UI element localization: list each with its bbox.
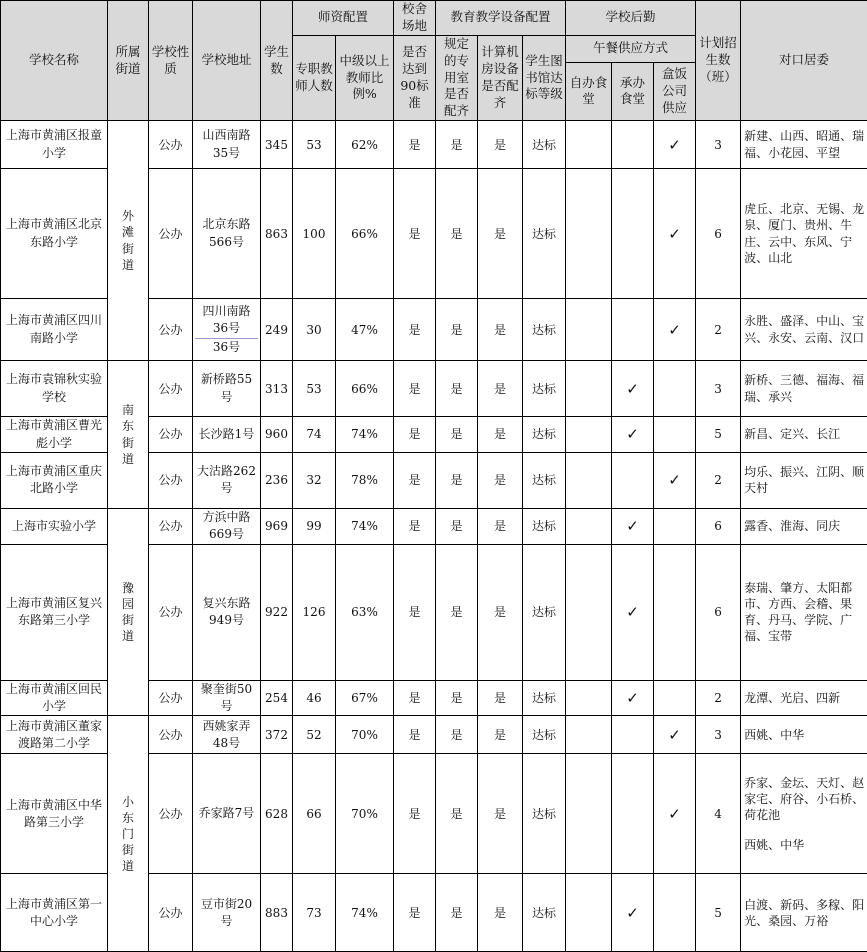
school-name-cell: 上海市黄浦区第一中心小学 <box>1 874 108 952</box>
header-staff-fulltime: 专职教师人数 <box>293 35 336 120</box>
residents-cell: 泰瑞、肇方、太阳都市、方西、会稽、果育、丹马、学院、广福、宝带 <box>741 544 867 680</box>
students-cell: 969 <box>261 508 293 544</box>
computer-room-cell: 是 <box>478 508 523 544</box>
header-staff-mid-ratio: 中级以上教师比例% <box>336 35 394 120</box>
header-residents: 对口居委 <box>741 1 867 121</box>
site-standard-cell: 是 <box>394 169 436 299</box>
fulltime-teachers-cell: 73 <box>293 874 336 952</box>
residents-cell: 虎丘、北京、无锡、龙泉、厦门、贵州、牛庄、云中、东风、宁波、山北 <box>741 169 867 299</box>
address-cell: 山西南路35号 <box>193 121 261 169</box>
plan-classes-cell: 2 <box>696 452 741 508</box>
students-cell: 345 <box>261 121 293 169</box>
library-level-cell: 达标 <box>523 121 566 169</box>
computer-room-cell: 是 <box>478 361 523 417</box>
students-cell: 249 <box>261 299 293 361</box>
lunch-box-cell: ✓ <box>654 716 696 754</box>
school-name-cell: 上海市黄浦区中华路第三小学 <box>1 754 108 874</box>
special-rooms-cell: 是 <box>436 754 478 874</box>
address-cell: 聚奎街50号 <box>193 680 261 716</box>
mid-level-ratio-cell: 70% <box>336 716 394 754</box>
lunch-self-cell <box>566 121 612 169</box>
site-standard-cell: 是 <box>394 452 436 508</box>
special-rooms-cell: 是 <box>436 361 478 417</box>
header-name: 学校名称 <box>1 1 108 121</box>
plan-classes-cell: 6 <box>696 169 741 299</box>
special-rooms-cell: 是 <box>436 874 478 952</box>
mid-level-ratio-cell: 66% <box>336 169 394 299</box>
lunch-self-cell <box>566 716 612 754</box>
plan-classes-cell: 6 <box>696 544 741 680</box>
header-nature: 学校性质 <box>149 1 193 121</box>
lunch-self-cell <box>566 754 612 874</box>
fulltime-teachers-cell: 46 <box>293 680 336 716</box>
lunch-box-cell: ✓ <box>654 121 696 169</box>
school-name-cell: 上海市黄浦区重庆北路小学 <box>1 452 108 508</box>
residents-cell: 新建、山西、昭通、瑞福、小花园、平望 <box>741 121 867 169</box>
header-equip-group: 教育教学设备配置 <box>436 1 566 36</box>
school-name-cell: 上海市黄浦区曹光彪小学 <box>1 417 108 453</box>
header-site-group: 校舍场地 <box>394 1 436 36</box>
header-site-90: 是否达到90标准 <box>394 35 436 120</box>
site-standard-cell: 是 <box>394 754 436 874</box>
lunch-contract-cell: ✓ <box>612 417 654 453</box>
special-rooms-cell: 是 <box>436 716 478 754</box>
site-standard-cell: 是 <box>394 417 436 453</box>
lunch-self-cell <box>566 544 612 680</box>
students-cell: 372 <box>261 716 293 754</box>
computer-room-cell: 是 <box>478 169 523 299</box>
lunch-contract-cell: ✓ <box>612 874 654 952</box>
lunch-box-cell <box>654 508 696 544</box>
residents-cell: 西姚、中华 <box>741 716 867 754</box>
address-cell: 北京东路566号 <box>193 169 261 299</box>
plan-classes-cell: 5 <box>696 874 741 952</box>
students-cell: 863 <box>261 169 293 299</box>
special-rooms-cell: 是 <box>436 680 478 716</box>
lunch-self-cell <box>566 680 612 716</box>
school-name-cell: 上海市实验小学 <box>1 508 108 544</box>
plan-classes-cell: 4 <box>696 754 741 874</box>
special-rooms-cell: 是 <box>436 299 478 361</box>
lunch-contract-cell <box>612 121 654 169</box>
address-cell: 豆市街20号 <box>193 874 261 952</box>
fulltime-teachers-cell: 53 <box>293 121 336 169</box>
school-name-cell: 上海市黄浦区复兴东路第三小学 <box>1 544 108 680</box>
lunch-self-cell <box>566 417 612 453</box>
lunch-contract-cell: ✓ <box>612 544 654 680</box>
lunch-contract-cell: ✓ <box>612 508 654 544</box>
lunch-self-cell <box>566 299 612 361</box>
lunch-box-cell <box>654 417 696 453</box>
lunch-self-cell <box>566 361 612 417</box>
special-rooms-cell: 是 <box>436 544 478 680</box>
fulltime-teachers-cell: 32 <box>293 452 336 508</box>
address-cell: 新桥路55号 <box>193 361 261 417</box>
lunch-box-cell <box>654 544 696 680</box>
plan-classes-cell: 3 <box>696 361 741 417</box>
students-cell: 883 <box>261 874 293 952</box>
computer-room-cell: 是 <box>478 874 523 952</box>
address-cell: 方浜中路669号 <box>193 508 261 544</box>
site-standard-cell: 是 <box>394 716 436 754</box>
residents-line: 乔家、金坛、天灯、赵家宅、府谷、小石桥、荷花池 <box>744 775 864 824</box>
address-line: 四川南路36号 <box>195 303 258 338</box>
residents-cell: 均乐、振兴、江阴、顺天村 <box>741 452 867 508</box>
address-cell: 西姚家弄48号 <box>193 716 261 754</box>
nature-cell: 公办 <box>149 299 193 361</box>
students-cell: 254 <box>261 680 293 716</box>
plan-classes-cell: 2 <box>696 299 741 361</box>
lunch-box-cell: ✓ <box>654 169 696 299</box>
address-cell: 大沽路262号 <box>193 452 261 508</box>
lunch-box-cell: ✓ <box>654 299 696 361</box>
students-cell: 628 <box>261 754 293 874</box>
address-cell: 复兴东路949号 <box>193 544 261 680</box>
lunch-box-cell: ✓ <box>654 754 696 874</box>
library-level-cell: 达标 <box>523 299 566 361</box>
nature-cell: 公办 <box>149 716 193 754</box>
school-name-cell: 上海市黄浦区四川南路小学 <box>1 299 108 361</box>
site-standard-cell: 是 <box>394 299 436 361</box>
table-row <box>1 716 867 754</box>
mid-level-ratio-cell: 70% <box>336 754 394 874</box>
school-name-cell: 上海市黄浦区回民小学 <box>1 680 108 716</box>
plan-classes-cell: 3 <box>696 716 741 754</box>
lunch-box-cell <box>654 361 696 417</box>
lunch-box-cell <box>654 680 696 716</box>
library-level-cell: 达标 <box>523 716 566 754</box>
header-equip-rooms: 规定的专用室是否配齐 <box>436 35 478 120</box>
header-plan: 计划招生数（班） <box>696 1 741 121</box>
residents-cell <box>741 754 867 874</box>
nature-cell: 公办 <box>149 452 193 508</box>
header-staff-group: 师资配置 <box>293 1 394 36</box>
school-name-cell: 上海市黄浦区报童小学 <box>1 121 108 169</box>
residents-cell: 龙潭、光启、四新 <box>741 680 867 716</box>
district-cell: 南东街道 <box>108 361 149 509</box>
district-cell: 外滩街道 <box>108 121 149 361</box>
library-level-cell: 达标 <box>523 544 566 680</box>
mid-level-ratio-cell: 62% <box>336 121 394 169</box>
lunch-contract-cell: ✓ <box>612 361 654 417</box>
lunch-self-cell <box>566 508 612 544</box>
computer-room-cell: 是 <box>478 121 523 169</box>
nature-cell: 公办 <box>149 417 193 453</box>
students-cell: 236 <box>261 452 293 508</box>
header-lunch-group: 午餐供应方式 <box>566 35 696 62</box>
header-equip-computer: 计算机房设备是否配齐 <box>478 35 523 120</box>
residents-line-2: 西姚、中华 <box>744 837 864 853</box>
header-lunch-self: 自办食堂 <box>566 62 612 120</box>
district-cell: 小东门街道 <box>108 716 149 952</box>
residents-cell: 露香、淮海、同庆 <box>741 508 867 544</box>
residents-cell: 永胜、盛泽、中山、宝兴、永安、云南、汉口 <box>741 299 867 361</box>
nature-cell: 公办 <box>149 361 193 417</box>
nature-cell: 公办 <box>149 121 193 169</box>
site-standard-cell: 是 <box>394 121 436 169</box>
header-students: 学生数 <box>261 1 293 121</box>
lunch-box-cell <box>654 874 696 952</box>
fulltime-teachers-cell: 53 <box>293 361 336 417</box>
site-standard-cell: 是 <box>394 361 436 417</box>
lunch-contract-cell <box>612 452 654 508</box>
site-standard-cell: 是 <box>394 508 436 544</box>
table-header <box>1 1 867 121</box>
mid-level-ratio-cell: 66% <box>336 361 394 417</box>
header-address: 学校地址 <box>193 1 261 121</box>
library-level-cell: 达标 <box>523 508 566 544</box>
lunch-contract-cell <box>612 299 654 361</box>
fulltime-teachers-cell: 74 <box>293 417 336 453</box>
fulltime-teachers-cell: 30 <box>293 299 336 361</box>
computer-room-cell: 是 <box>478 299 523 361</box>
library-level-cell: 达标 <box>523 169 566 299</box>
lunch-self-cell <box>566 874 612 952</box>
table-row <box>1 508 867 544</box>
residents-cell: 新昌、定兴、长江 <box>741 417 867 453</box>
table-row <box>1 361 867 417</box>
nature-cell: 公办 <box>149 508 193 544</box>
students-cell: 313 <box>261 361 293 417</box>
site-standard-cell: 是 <box>394 874 436 952</box>
header-lunch-contract: 承办食堂 <box>612 62 654 120</box>
special-rooms-cell: 是 <box>436 508 478 544</box>
header-district: 所属街道 <box>108 1 149 121</box>
residents-cell: 新桥、三德、福海、福瑞、承兴 <box>741 361 867 417</box>
library-level-cell: 达标 <box>523 361 566 417</box>
plan-classes-cell: 5 <box>696 417 741 453</box>
plan-classes-cell: 6 <box>696 508 741 544</box>
special-rooms-cell: 是 <box>436 121 478 169</box>
special-rooms-cell: 是 <box>436 452 478 508</box>
header-lunch-box: 盒饭公司供应 <box>654 62 696 120</box>
address-cell <box>193 299 261 361</box>
mid-level-ratio-cell: 78% <box>336 452 394 508</box>
site-standard-cell: 是 <box>394 544 436 680</box>
library-level-cell: 达标 <box>523 754 566 874</box>
address-cell: 乔家路7号 <box>193 754 261 874</box>
computer-room-cell: 是 <box>478 754 523 874</box>
fulltime-teachers-cell: 99 <box>293 508 336 544</box>
computer-room-cell: 是 <box>478 544 523 680</box>
fulltime-teachers-cell: 126 <box>293 544 336 680</box>
fulltime-teachers-cell: 52 <box>293 716 336 754</box>
plan-classes-cell: 3 <box>696 121 741 169</box>
mid-level-ratio-cell: 74% <box>336 508 394 544</box>
table-body <box>1 121 867 952</box>
nature-cell: 公办 <box>149 874 193 952</box>
lunch-contract-cell <box>612 169 654 299</box>
lunch-box-cell: ✓ <box>654 452 696 508</box>
district-cell: 豫园街道 <box>108 508 149 716</box>
lunch-contract-cell <box>612 716 654 754</box>
lunch-contract-cell <box>612 754 654 874</box>
nature-cell: 公办 <box>149 544 193 680</box>
nature-cell: 公办 <box>149 754 193 874</box>
nature-cell: 公办 <box>149 680 193 716</box>
lunch-contract-cell: ✓ <box>612 680 654 716</box>
students-cell: 960 <box>261 417 293 453</box>
mid-level-ratio-cell: 67% <box>336 680 394 716</box>
library-level-cell: 达标 <box>523 874 566 952</box>
school-name-cell: 上海市黄浦区北京东路小学 <box>1 169 108 299</box>
mid-level-ratio-cell: 74% <box>336 874 394 952</box>
library-level-cell: 达标 <box>523 417 566 453</box>
fulltime-teachers-cell: 66 <box>293 754 336 874</box>
lunch-self-cell <box>566 452 612 508</box>
students-cell: 922 <box>261 544 293 680</box>
nature-cell: 公办 <box>149 169 193 299</box>
site-standard-cell: 是 <box>394 680 436 716</box>
computer-room-cell: 是 <box>478 417 523 453</box>
fulltime-teachers-cell: 100 <box>293 169 336 299</box>
header-equip-library: 学生图书馆达标等级 <box>523 35 566 120</box>
computer-room-cell: 是 <box>478 716 523 754</box>
computer-room-cell: 是 <box>478 680 523 716</box>
school-name-cell: 上海市黄浦区董家渡路第二小学 <box>1 716 108 754</box>
lunch-self-cell <box>566 169 612 299</box>
residents-cell: 白渡、新码、多稼、阳光、桑园、万裕 <box>741 874 867 952</box>
library-level-cell: 达标 <box>523 680 566 716</box>
special-rooms-cell: 是 <box>436 417 478 453</box>
school-name-cell: 上海市袁锦秋实验学校 <box>1 361 108 417</box>
address-cell: 长沙路1号 <box>193 417 261 453</box>
header-logistics-group: 学校后勤 <box>566 1 696 36</box>
address-line-2: 36号 <box>195 338 258 356</box>
library-level-cell: 达标 <box>523 452 566 508</box>
mid-level-ratio-cell: 63% <box>336 544 394 680</box>
table-row <box>1 121 867 169</box>
computer-room-cell: 是 <box>478 452 523 508</box>
special-rooms-cell: 是 <box>436 169 478 299</box>
mid-level-ratio-cell: 47% <box>336 299 394 361</box>
plan-classes-cell: 2 <box>696 680 741 716</box>
mid-level-ratio-cell: 74% <box>336 417 394 453</box>
